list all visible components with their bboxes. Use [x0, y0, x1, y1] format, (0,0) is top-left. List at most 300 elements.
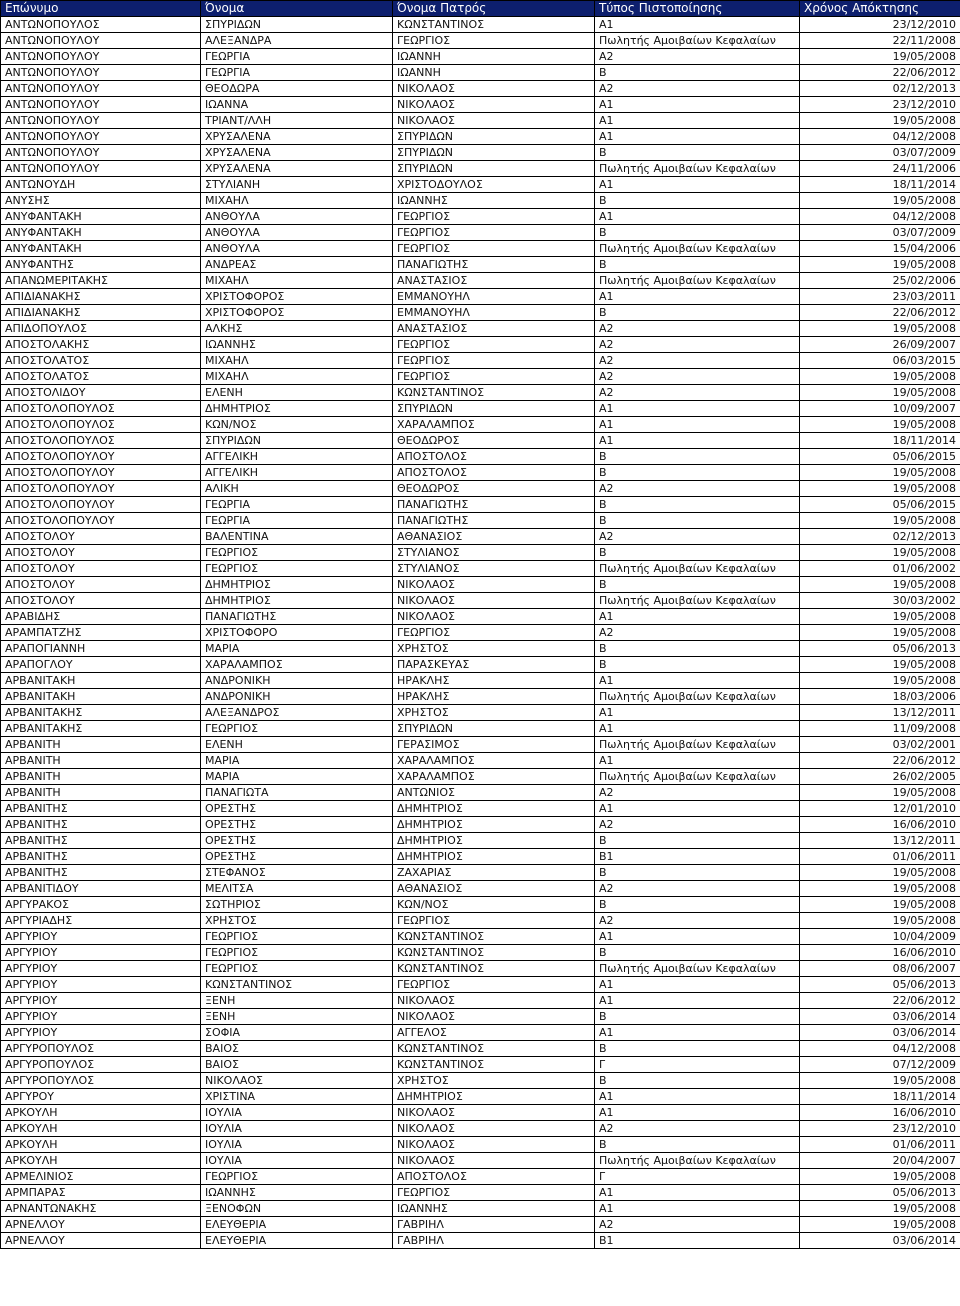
cell-name: ΜΙΧΑΗΛ	[201, 369, 393, 385]
cell-name: ΒΑΙΟΣ	[201, 1057, 393, 1073]
table-row	[1, 1041, 960, 1057]
cell-name: ΞΕΝΗ	[201, 993, 393, 1009]
column-header-acquisition-date[interactable]: Χρόνος Απόκτησης	[800, 1, 960, 17]
cell-name: ΑΝΔΡΕΑΣ	[201, 257, 393, 273]
table-row	[1, 129, 960, 145]
cell-surname: ΑΠΙΔΙΑΝΑΚΗΣ	[1, 305, 201, 321]
table-row	[1, 881, 960, 897]
cell-surname: ΑΝΤΩΝΟΠΟΥΛΟΥ	[1, 81, 201, 97]
cell-acquisition-date: 05/06/2013	[800, 977, 960, 993]
cell-surname: ΑΠΟΣΤΟΛΑΤΟΣ	[1, 353, 201, 369]
cell-father-name: ΘΕΟΔΩΡΟΣ	[393, 433, 595, 449]
table-row	[1, 785, 960, 801]
cell-certification-type: Α1	[595, 929, 800, 945]
cell-name: ΑΝΘΟΥΛΑ	[201, 225, 393, 241]
table-row	[1, 1009, 960, 1025]
cell-father-name: ΓΕΩΡΓΙΟΣ	[393, 625, 595, 641]
table-row	[1, 177, 960, 193]
column-header-father-name[interactable]: Όνομα Πατρός	[393, 1, 595, 17]
cell-name: ΘΕΟΔΩΡΑ	[201, 81, 393, 97]
table-row	[1, 81, 960, 97]
cell-certification-type: Πωλητής Αμοιβαίων Κεφαλαίων	[595, 737, 800, 753]
cell-father-name: ΑΝΑΣΤΑΣΙΟΣ	[393, 273, 595, 289]
cell-surname: ΑΡΑΠΟΓΛΟΥ	[1, 657, 201, 673]
table-row	[1, 1057, 960, 1073]
cell-surname: ΑΡΜΕΛΙΝΙΟΣ	[1, 1169, 201, 1185]
cell-acquisition-date: 05/06/2015	[800, 449, 960, 465]
cell-name: ΧΑΡΑΛΑΜΠΟΣ	[201, 657, 393, 673]
cell-name: ΚΩΝΣΤΑΝΤΙΝΟΣ	[201, 977, 393, 993]
cell-acquisition-date: 16/06/2010	[800, 817, 960, 833]
table-body	[1, 17, 960, 1249]
cell-father-name: ΚΩΝΣΤΑΝΤΙΝΟΣ	[393, 1057, 595, 1073]
cell-certification-type: Β1	[595, 849, 800, 865]
cell-certification-type: Α2	[595, 881, 800, 897]
cell-name: ΟΡΕΣΤΗΣ	[201, 801, 393, 817]
cell-father-name: ΚΩΝΣΤΑΝΤΙΝΟΣ	[393, 929, 595, 945]
table-row	[1, 465, 960, 481]
table-row	[1, 1185, 960, 1201]
cell-acquisition-date: 18/11/2014	[800, 433, 960, 449]
cell-certification-type: Β	[595, 945, 800, 961]
cell-certification-type: Α2	[595, 353, 800, 369]
cell-father-name: ΚΩΝΣΤΑΝΤΙΝΟΣ	[393, 17, 595, 33]
table-row	[1, 801, 960, 817]
cell-acquisition-date: 19/05/2008	[800, 609, 960, 625]
cell-acquisition-date: 19/05/2008	[800, 657, 960, 673]
cell-certification-type: Β	[595, 305, 800, 321]
cell-name: ΣΩΤΗΡΙΟΣ	[201, 897, 393, 913]
cell-surname: ΑΡΒΑΝΙΤΗ	[1, 785, 201, 801]
cell-name: ΧΡΙΣΤΟΦΟΡΟΣ	[201, 305, 393, 321]
table-row	[1, 1201, 960, 1217]
table-row	[1, 385, 960, 401]
cell-name: ΓΕΩΡΓΙΑ	[201, 497, 393, 513]
cell-acquisition-date: 19/05/2008	[800, 545, 960, 561]
column-header-name[interactable]: Όνομα	[201, 1, 393, 17]
cell-name: ΣΤΥΛΙΑΝΗ	[201, 177, 393, 193]
cell-name: ΙΟΥΛΙΑ	[201, 1153, 393, 1169]
cell-surname: ΑΡΑΠΟΓΙΑΝΝΗ	[1, 641, 201, 657]
cell-acquisition-date: 22/06/2012	[800, 65, 960, 81]
cell-certification-type: Β	[595, 1137, 800, 1153]
cell-name: ΣΠΥΡΙΔΩΝ	[201, 17, 393, 33]
cell-father-name: ΓΕΩΡΓΙΟΣ	[393, 209, 595, 225]
cell-name: ΧΡΥΣΑΛΕΝΑ	[201, 161, 393, 177]
cell-certification-type: Β	[595, 1041, 800, 1057]
cell-surname: ΑΝΥΦΑΝΤΑΚΗ	[1, 225, 201, 241]
table-row	[1, 545, 960, 561]
cell-certification-type: Πωλητής Αμοιβαίων Κεφαλαίων	[595, 161, 800, 177]
table-row	[1, 673, 960, 689]
cell-name: ΕΛΕΥΘΕΡΙΑ	[201, 1217, 393, 1233]
cell-father-name: ΝΙΚΟΛΑΟΣ	[393, 1121, 595, 1137]
cell-father-name: ΓΕΩΡΓΙΟΣ	[393, 33, 595, 49]
table-row	[1, 49, 960, 65]
cell-name: ΜΙΧΑΗΛ	[201, 353, 393, 369]
cell-acquisition-date: 19/05/2008	[800, 1169, 960, 1185]
cell-surname: ΑΡΓΥΡΙΟΥ	[1, 1025, 201, 1041]
cell-father-name: ΠΑΝΑΓΙΩΤΗΣ	[393, 257, 595, 273]
cell-certification-type: Α2	[595, 81, 800, 97]
cell-father-name: ΙΩΑΝΝΗ	[393, 49, 595, 65]
table-row	[1, 833, 960, 849]
cell-name: ΤΡΙΑΝΤ/ΛΛΗ	[201, 113, 393, 129]
cell-acquisition-date: 03/06/2014	[800, 1025, 960, 1041]
cell-certification-type: Β1	[595, 1233, 800, 1249]
cell-surname: ΑΝΤΩΝΟΠΟΥΛΟΥ	[1, 65, 201, 81]
cell-certification-type: Πωλητής Αμοιβαίων Κεφαλαίων	[595, 273, 800, 289]
cell-name: ΑΛΙΚΗ	[201, 481, 393, 497]
cell-father-name: ΔΗΜΗΤΡΙΟΣ	[393, 1089, 595, 1105]
cell-acquisition-date: 22/06/2012	[800, 305, 960, 321]
cell-certification-type: Πωλητής Αμοιβαίων Κεφαλαίων	[595, 593, 800, 609]
table-row	[1, 849, 960, 865]
cell-surname: ΑΡΚΟΥΛΗ	[1, 1137, 201, 1153]
table-row	[1, 657, 960, 673]
cell-father-name: ΣΤΥΛΙΑΝΟΣ	[393, 545, 595, 561]
cell-certification-type: Β	[595, 545, 800, 561]
cell-surname: ΑΠΟΣΤΟΛΟΥ	[1, 561, 201, 577]
cell-certification-type: Α2	[595, 785, 800, 801]
cell-father-name: ΔΗΜΗΤΡΙΟΣ	[393, 801, 595, 817]
table-row	[1, 865, 960, 881]
cell-certification-type: Α1	[595, 17, 800, 33]
table-row	[1, 1025, 960, 1041]
cell-acquisition-date: 11/09/2008	[800, 721, 960, 737]
table-row	[1, 737, 960, 753]
cell-certification-type: Α1	[595, 609, 800, 625]
cell-father-name: ΑΘΑΝΑΣΙΟΣ	[393, 881, 595, 897]
cell-surname: ΑΝΥΦΑΝΤΑΚΗ	[1, 209, 201, 225]
cell-name: ΞΕΝΟΦΩΝ	[201, 1201, 393, 1217]
cell-acquisition-date: 01/06/2011	[800, 1137, 960, 1153]
cell-name: ΑΛΕΞΑΝΔΡΑ	[201, 33, 393, 49]
cell-name: ΙΟΥΛΙΑ	[201, 1137, 393, 1153]
cell-acquisition-date: 25/02/2006	[800, 273, 960, 289]
cell-certification-type: Α1	[595, 401, 800, 417]
cell-father-name: ΑΝΤΩΝΙΟΣ	[393, 785, 595, 801]
table-row	[1, 1089, 960, 1105]
cell-surname: ΑΝΤΩΝΟΠΟΥΛΟΥ	[1, 161, 201, 177]
cell-acquisition-date: 26/09/2007	[800, 337, 960, 353]
cell-certification-type: Α2	[595, 1217, 800, 1233]
table-row	[1, 1233, 960, 1249]
cell-father-name: ΓΕΩΡΓΙΟΣ	[393, 353, 595, 369]
cell-certification-type: Α2	[595, 625, 800, 641]
table-row	[1, 705, 960, 721]
cell-name: ΧΡΥΣΑΛΕΝΑ	[201, 129, 393, 145]
cell-surname: ΑΡΓΥΡΙΑΔΗΣ	[1, 913, 201, 929]
cell-name: ΧΡΙΣΤΙΝΑ	[201, 1089, 393, 1105]
cell-father-name: ΚΩΝΣΤΑΝΤΙΝΟΣ	[393, 1041, 595, 1057]
cell-name: ΜΙΧΑΗΛ	[201, 273, 393, 289]
cell-father-name: ΣΠΥΡΙΔΩΝ	[393, 129, 595, 145]
cell-acquisition-date: 08/06/2007	[800, 961, 960, 977]
cell-certification-type: Β	[595, 497, 800, 513]
cell-name: ΣΠΥΡΙΔΩΝ	[201, 433, 393, 449]
table-row	[1, 145, 960, 161]
cell-father-name: ΓΑΒΡΙΗΛ	[393, 1233, 595, 1249]
table-row	[1, 1169, 960, 1185]
cell-surname: ΑΡΓΥΡΑΚΟΣ	[1, 897, 201, 913]
cell-certification-type: Πωλητής Αμοιβαίων Κεφαλαίων	[595, 561, 800, 577]
cell-surname: ΑΝΥΣΗΣ	[1, 193, 201, 209]
cell-acquisition-date: 18/11/2014	[800, 1089, 960, 1105]
cell-surname: ΑΠΟΣΤΟΛΙΔΟΥ	[1, 385, 201, 401]
cell-certification-type: Β	[595, 193, 800, 209]
cell-acquisition-date: 18/03/2006	[800, 689, 960, 705]
column-header-surname[interactable]: Επώνυμο	[1, 1, 201, 17]
cell-certification-type: Πωλητής Αμοιβαίων Κεφαλαίων	[595, 961, 800, 977]
cell-father-name: ΑΝΑΣΤΑΣΙΟΣ	[393, 321, 595, 337]
cell-acquisition-date: 19/05/2008	[800, 465, 960, 481]
cell-name: ΧΡΗΣΤΟΣ	[201, 913, 393, 929]
cell-surname: ΑΡΝΑΝΤΩΝΑΚΗΣ	[1, 1201, 201, 1217]
cell-name: ΓΕΩΡΓΙΟΣ	[201, 961, 393, 977]
cell-father-name: ΗΡΑΚΛΗΣ	[393, 673, 595, 689]
cell-surname: ΑΡΓΥΡΙΟΥ	[1, 961, 201, 977]
table-row	[1, 113, 960, 129]
cell-surname: ΑΠΟΣΤΟΛΟΠΟΥΛΟΥ	[1, 465, 201, 481]
cell-certification-type: Α1	[595, 177, 800, 193]
table-row	[1, 1073, 960, 1089]
cell-father-name: ΠΑΡΑΣΚΕΥΑΣ	[393, 657, 595, 673]
table-row	[1, 257, 960, 273]
cell-father-name: ΔΗΜΗΤΡΙΟΣ	[393, 849, 595, 865]
cell-name: ΟΡΕΣΤΗΣ	[201, 817, 393, 833]
cell-father-name: ΑΠΟΣΤΟΛΟΣ	[393, 449, 595, 465]
cell-name: ΜΙΧΑΗΛ	[201, 193, 393, 209]
cell-acquisition-date: 19/05/2008	[800, 1073, 960, 1089]
table-row	[1, 449, 960, 465]
cell-acquisition-date: 19/05/2008	[800, 321, 960, 337]
cell-acquisition-date: 16/06/2010	[800, 1105, 960, 1121]
cell-acquisition-date: 01/06/2002	[800, 561, 960, 577]
cell-father-name: ΝΙΚΟΛΑΟΣ	[393, 97, 595, 113]
cell-name: ΔΗΜΗΤΡΙΟΣ	[201, 577, 393, 593]
cell-acquisition-date: 05/06/2013	[800, 641, 960, 657]
cell-father-name: ΑΘΑΝΑΣΙΟΣ	[393, 529, 595, 545]
table-row	[1, 321, 960, 337]
cell-acquisition-date: 18/11/2014	[800, 177, 960, 193]
cell-certification-type: Α1	[595, 673, 800, 689]
cell-acquisition-date: 23/12/2010	[800, 1121, 960, 1137]
table-row	[1, 1137, 960, 1153]
cell-surname: ΑΡΝΕΛΛΟΥ	[1, 1217, 201, 1233]
cell-surname: ΑΠΟΣΤΟΛΑΚΗΣ	[1, 337, 201, 353]
table-row	[1, 913, 960, 929]
cell-father-name: ΝΙΚΟΛΑΟΣ	[393, 113, 595, 129]
table-row	[1, 625, 960, 641]
cell-certification-type: Α1	[595, 1089, 800, 1105]
cell-surname: ΑΡΒΑΝΙΤΗ	[1, 753, 201, 769]
cell-acquisition-date: 22/06/2012	[800, 753, 960, 769]
cell-father-name: ΧΡΗΣΤΟΣ	[393, 641, 595, 657]
cell-acquisition-date: 16/06/2010	[800, 945, 960, 961]
cell-certification-type: Β	[595, 513, 800, 529]
cell-father-name: ΝΙΚΟΛΑΟΣ	[393, 993, 595, 1009]
cell-certification-type: Β	[595, 833, 800, 849]
cell-acquisition-date: 04/12/2008	[800, 209, 960, 225]
cell-father-name: ΓΕΡΑΣΙΜΟΣ	[393, 737, 595, 753]
cell-acquisition-date: 02/12/2013	[800, 529, 960, 545]
cell-certification-type: Πωλητής Αμοιβαίων Κεφαλαίων	[595, 1153, 800, 1169]
cell-acquisition-date: 19/05/2008	[800, 897, 960, 913]
cell-name: ΓΕΩΡΓΙΟΣ	[201, 545, 393, 561]
table-row	[1, 689, 960, 705]
cell-acquisition-date: 19/05/2008	[800, 113, 960, 129]
cell-surname: ΑΠΟΣΤΟΛΟΥ	[1, 545, 201, 561]
cell-name: ΙΟΥΛΙΑ	[201, 1121, 393, 1137]
cell-acquisition-date: 19/05/2008	[800, 369, 960, 385]
cell-name: ΒΑΙΟΣ	[201, 1041, 393, 1057]
cell-acquisition-date: 06/03/2015	[800, 353, 960, 369]
cell-name: ΑΛΚΗΣ	[201, 321, 393, 337]
cell-acquisition-date: 23/03/2011	[800, 289, 960, 305]
cell-certification-type: Α2	[595, 337, 800, 353]
table-row	[1, 769, 960, 785]
cell-acquisition-date: 03/06/2014	[800, 1009, 960, 1025]
cell-name: ΕΛΕΝΗ	[201, 737, 393, 753]
cell-father-name: ΣΠΥΡΙΔΩΝ	[393, 721, 595, 737]
cell-acquisition-date: 03/06/2014	[800, 1233, 960, 1249]
cell-father-name: ΓΕΩΡΓΙΟΣ	[393, 241, 595, 257]
table-row	[1, 961, 960, 977]
cell-name: ΒΑΛΕΝΤΙΝΑ	[201, 529, 393, 545]
table-row	[1, 353, 960, 369]
cell-surname: ΑΝΤΩΝΟΠΟΥΛΟΥ	[1, 129, 201, 145]
table-row	[1, 337, 960, 353]
table-row	[1, 193, 960, 209]
cell-certification-type: Α1	[595, 1185, 800, 1201]
cell-surname: ΑΝΤΩΝΟΠΟΥΛΟΥ	[1, 49, 201, 65]
cell-acquisition-date: 20/04/2007	[800, 1153, 960, 1169]
cell-surname: ΑΝΤΩΝΟΠΟΥΛΟΥ	[1, 113, 201, 129]
cell-certification-type: Πωλητής Αμοιβαίων Κεφαλαίων	[595, 769, 800, 785]
cell-acquisition-date: 04/12/2008	[800, 1041, 960, 1057]
cell-certification-type: Α1	[595, 993, 800, 1009]
cell-acquisition-date: 10/09/2007	[800, 401, 960, 417]
cell-surname: ΑΡΒΑΝΙΤΑΚΗΣ	[1, 705, 201, 721]
table-row	[1, 417, 960, 433]
table-row	[1, 241, 960, 257]
cell-acquisition-date: 19/05/2008	[800, 417, 960, 433]
cell-name: ΙΩΑΝΝΑ	[201, 97, 393, 113]
cell-surname: ΑΡΜΠΑΡΑΣ	[1, 1185, 201, 1201]
cell-name: ΕΛΕΥΘΕΡΙΑ	[201, 1233, 393, 1249]
cell-acquisition-date: 19/05/2008	[800, 881, 960, 897]
table-row	[1, 401, 960, 417]
cell-father-name: ΚΩΝΣΤΑΝΤΙΝΟΣ	[393, 385, 595, 401]
table-row	[1, 1153, 960, 1169]
cell-surname: ΑΝΤΩΝΟΠΟΥΛΟΣ	[1, 17, 201, 33]
cell-certification-type: Α1	[595, 1105, 800, 1121]
cell-certification-type: Α1	[595, 289, 800, 305]
cell-name: ΣΟΦΙΑ	[201, 1025, 393, 1041]
cell-father-name: ΣΠΥΡΙΔΩΝ	[393, 401, 595, 417]
cell-father-name: ΧΡΗΣΤΟΣ	[393, 1073, 595, 1089]
cell-name: ΑΛΕΞΑΝΔΡΟΣ	[201, 705, 393, 721]
table-row	[1, 1121, 960, 1137]
cell-name: ΞΕΝΗ	[201, 1009, 393, 1025]
header-row	[1, 1, 960, 17]
cell-surname: ΑΡΒΑΝΙΤΑΚΗΣ	[1, 721, 201, 737]
cell-acquisition-date: 04/12/2008	[800, 129, 960, 145]
cell-father-name: ΝΙΚΟΛΑΟΣ	[393, 1009, 595, 1025]
cell-name: ΔΗΜΗΤΡΙΟΣ	[201, 593, 393, 609]
table-row	[1, 993, 960, 1009]
cell-acquisition-date: 19/05/2008	[800, 385, 960, 401]
cell-name: ΓΕΩΡΓΙΟΣ	[201, 929, 393, 945]
cell-certification-type: Β	[595, 257, 800, 273]
cell-certification-type: Α2	[595, 913, 800, 929]
cell-name: ΧΡΥΣΑΛΕΝΑ	[201, 145, 393, 161]
cell-acquisition-date: 01/06/2011	[800, 849, 960, 865]
cell-certification-type: Α2	[595, 817, 800, 833]
cell-father-name: ΕΜΜΑΝΟΥΗΛ	[393, 305, 595, 321]
cell-certification-type: Β	[595, 225, 800, 241]
table-row	[1, 561, 960, 577]
cell-certification-type: Α1	[595, 97, 800, 113]
cell-acquisition-date: 03/07/2009	[800, 225, 960, 241]
cell-surname: ΑΝΤΩΝΟΠΟΥΛΟΥ	[1, 145, 201, 161]
cell-surname: ΑΡΒΑΝΙΤΗ	[1, 737, 201, 753]
cell-acquisition-date: 03/07/2009	[800, 145, 960, 161]
cell-certification-type: Α1	[595, 721, 800, 737]
cell-father-name: ΓΕΩΡΓΙΟΣ	[393, 225, 595, 241]
cell-name: ΑΓΓΕΛΙΚΗ	[201, 465, 393, 481]
cell-surname: ΑΡΒΑΝΙΤΗΣ	[1, 833, 201, 849]
cell-name: ΓΕΩΡΓΙΑ	[201, 65, 393, 81]
table-row	[1, 945, 960, 961]
cell-father-name: ΝΙΚΟΛΑΟΣ	[393, 1137, 595, 1153]
table-row	[1, 97, 960, 113]
cell-acquisition-date: 22/11/2008	[800, 33, 960, 49]
table-row	[1, 161, 960, 177]
cell-father-name: ΚΩΝ/ΝΟΣ	[393, 897, 595, 913]
cell-name: ΓΕΩΡΓΙΟΣ	[201, 561, 393, 577]
cell-acquisition-date: 19/05/2008	[800, 481, 960, 497]
cell-name: ΓΕΩΡΓΙΟΣ	[201, 945, 393, 961]
cell-surname: ΑΡΓΥΡΟΠΟΥΛΟΣ	[1, 1057, 201, 1073]
cell-certification-type: Α1	[595, 113, 800, 129]
table-row	[1, 497, 960, 513]
cell-acquisition-date: 19/05/2008	[800, 913, 960, 929]
table-row	[1, 977, 960, 993]
cell-certification-type: Α1	[595, 417, 800, 433]
cell-name: ΠΑΝΑΓΙΩΤΗΣ	[201, 609, 393, 625]
table-header	[1, 1, 960, 17]
cell-certification-type: Α2	[595, 321, 800, 337]
cell-certification-type: Α1	[595, 705, 800, 721]
cell-acquisition-date: 19/05/2008	[800, 513, 960, 529]
cell-father-name: ΔΗΜΗΤΡΙΟΣ	[393, 817, 595, 833]
column-header-certification-type[interactable]: Τύπος Πιστοποίησης	[595, 1, 800, 17]
cell-father-name: ΓΕΩΡΓΙΟΣ	[393, 1185, 595, 1201]
table-row	[1, 593, 960, 609]
cell-acquisition-date: 05/06/2015	[800, 497, 960, 513]
cell-father-name: ΧΡΙΣΤΟΔΟΥΛΟΣ	[393, 177, 595, 193]
cell-certification-type: Β	[595, 465, 800, 481]
cell-surname: ΑΡΓΥΡΟΠΟΥΛΟΣ	[1, 1073, 201, 1089]
cell-name: ΑΝΔΡΟΝΙΚΗ	[201, 689, 393, 705]
table-row	[1, 369, 960, 385]
cell-acquisition-date: 10/04/2009	[800, 929, 960, 945]
cell-father-name: ΘΕΟΔΩΡΟΣ	[393, 481, 595, 497]
cell-surname: ΑΡΑΒΙΔΗΣ	[1, 609, 201, 625]
cell-acquisition-date: 19/05/2008	[800, 1201, 960, 1217]
